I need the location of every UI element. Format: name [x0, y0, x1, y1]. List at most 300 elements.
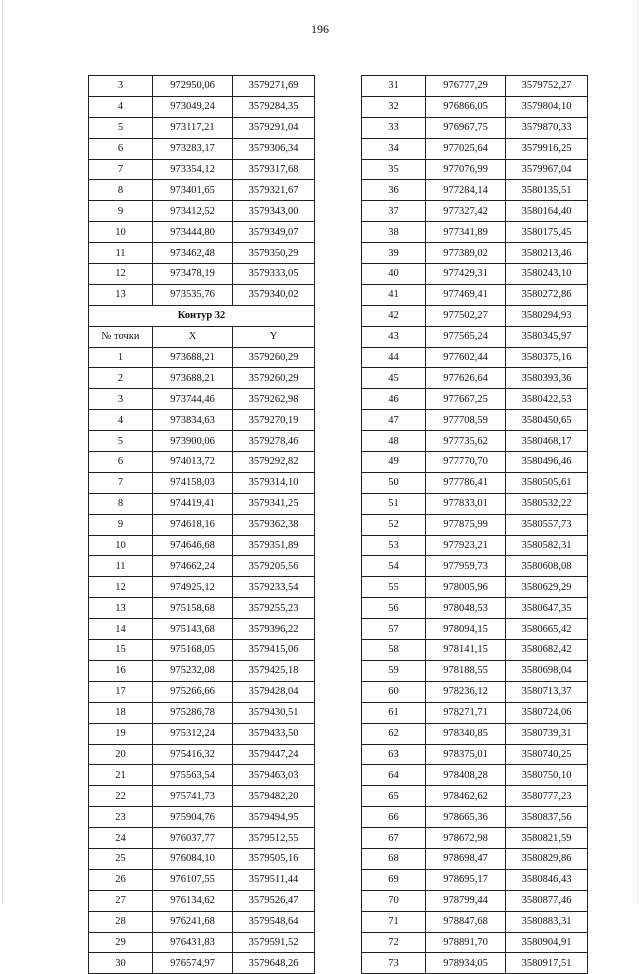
y-coordinate-cell: 3579306,34: [233, 138, 315, 159]
table-row: [89, 201, 315, 222]
point-number-cell: 40: [362, 264, 426, 285]
table-row: [89, 702, 315, 723]
point-number-cell: 29: [89, 932, 153, 953]
table-row: [362, 911, 588, 932]
table-row: [362, 201, 588, 222]
y-coordinate-cell: 3579548,64: [233, 911, 315, 932]
point-number-cell: 3: [89, 389, 153, 410]
table-row: [362, 828, 588, 849]
y-coordinate-cell: 3580496,46: [506, 452, 588, 473]
table-row: [89, 848, 315, 869]
y-coordinate-cell: 3579648,26: [233, 953, 315, 974]
point-number-cell: 2: [89, 368, 153, 389]
point-number-cell: 26: [89, 869, 153, 890]
x-coordinate-cell: 978236,12: [426, 681, 506, 702]
y-coordinate-cell: 3579752,27: [506, 76, 588, 97]
table-row: [362, 702, 588, 723]
x-coordinate-cell: 976777,29: [426, 76, 506, 97]
x-coordinate-cell: 977786,41: [426, 472, 506, 493]
y-coordinate-cell: 3580345,97: [506, 326, 588, 347]
y-coordinate-cell: 3579349,07: [233, 222, 315, 243]
table-row: [362, 180, 588, 201]
table-row: [362, 305, 588, 326]
y-coordinate-cell: 3579205,56: [233, 556, 315, 577]
point-number-cell: 53: [362, 535, 426, 556]
table-row: [362, 368, 588, 389]
point-number-cell: 10: [89, 535, 153, 556]
x-coordinate-cell: 977025,64: [426, 138, 506, 159]
table-row: [89, 159, 315, 180]
y-coordinate-cell: 3580904,91: [506, 932, 588, 953]
x-coordinate-cell: 973412,52: [153, 201, 233, 222]
table-row: [362, 577, 588, 598]
x-coordinate-cell: 977735,62: [426, 431, 506, 452]
point-number-cell: 73: [362, 953, 426, 974]
x-coordinate-cell: 975416,32: [153, 744, 233, 765]
point-number-cell: 8: [89, 493, 153, 514]
table-row: [89, 681, 315, 702]
x-coordinate-cell: 977389,02: [426, 243, 506, 264]
x-coordinate-cell: 977565,24: [426, 326, 506, 347]
point-number-cell: 19: [89, 723, 153, 744]
x-coordinate-cell: 978005,96: [426, 577, 506, 598]
y-coordinate-cell: 3580740,25: [506, 744, 588, 765]
x-coordinate-cell: 973401,65: [153, 180, 233, 201]
point-number-cell: 24: [89, 828, 153, 849]
x-coordinate-cell: 978672,98: [426, 828, 506, 849]
y-coordinate-cell: 3579278,46: [233, 431, 315, 452]
y-coordinate-cell: 3579362,38: [233, 514, 315, 535]
x-coordinate-cell: 975168,05: [153, 640, 233, 661]
point-number-cell: 22: [89, 786, 153, 807]
x-coordinate-cell: 978462,62: [426, 786, 506, 807]
x-coordinate-cell: 978891,70: [426, 932, 506, 953]
contour-title: Контур 32: [89, 305, 315, 326]
table-row: [89, 807, 315, 828]
x-coordinate-cell: 975143,68: [153, 619, 233, 640]
point-number-cell: 52: [362, 514, 426, 535]
point-number-cell: 17: [89, 681, 153, 702]
y-coordinate-cell: 3579463,03: [233, 765, 315, 786]
table-row: [362, 243, 588, 264]
point-number-cell: 33: [362, 117, 426, 138]
table-row: [89, 410, 315, 431]
point-number-cell: 23: [89, 807, 153, 828]
y-coordinate-cell: 3580164,40: [506, 201, 588, 222]
table-row: [89, 431, 315, 452]
y-coordinate-cell: 3579591,52: [233, 932, 315, 953]
x-coordinate-cell: 978799,44: [426, 890, 506, 911]
x-coordinate-cell: 975741,73: [153, 786, 233, 807]
x-coordinate-cell: 976241,68: [153, 911, 233, 932]
table-row: [89, 222, 315, 243]
y-coordinate-cell: 3579350,29: [233, 243, 315, 264]
table-row: [362, 932, 588, 953]
y-coordinate-cell: 3579262,98: [233, 389, 315, 410]
point-number-cell: 30: [89, 953, 153, 974]
y-coordinate-cell: 3580468,17: [506, 431, 588, 452]
table-row: [362, 953, 588, 974]
point-number-cell: 64: [362, 765, 426, 786]
table-row: [362, 744, 588, 765]
point-number-cell: 36: [362, 180, 426, 201]
point-number-cell: 70: [362, 890, 426, 911]
point-number-cell: 27: [89, 890, 153, 911]
point-number-cell: 71: [362, 911, 426, 932]
point-number-cell: 20: [89, 744, 153, 765]
y-coordinate-cell: 3579505,16: [233, 848, 315, 869]
table-row: [362, 890, 588, 911]
y-coordinate-cell: 3579482,20: [233, 786, 315, 807]
y-coordinate-cell: 3579271,69: [233, 76, 315, 97]
table-row: [89, 96, 315, 117]
point-number-cell: 47: [362, 410, 426, 431]
y-coordinate-cell: 3579870,33: [506, 117, 588, 138]
x-coordinate-cell: 973688,21: [153, 368, 233, 389]
y-coordinate-cell: 3580713,37: [506, 681, 588, 702]
point-number-cell: 35: [362, 159, 426, 180]
point-number-cell: 12: [89, 577, 153, 598]
x-coordinate-cell: 973535,76: [153, 284, 233, 305]
point-number-cell: 58: [362, 640, 426, 661]
y-coordinate-cell: 3579916,25: [506, 138, 588, 159]
point-number-cell: 67: [362, 828, 426, 849]
y-coordinate-cell: 3579255,23: [233, 598, 315, 619]
y-coordinate-cell: 3580422,53: [506, 389, 588, 410]
point-number-cell: 6: [89, 138, 153, 159]
point-number-cell: 18: [89, 702, 153, 723]
point-number-cell: 38: [362, 222, 426, 243]
x-coordinate-cell: 976967,75: [426, 117, 506, 138]
table-row: [89, 264, 315, 285]
x-coordinate-cell: 975286,78: [153, 702, 233, 723]
point-number-cell: 16: [89, 660, 153, 681]
point-number-cell: 1: [89, 347, 153, 368]
table-row: [89, 514, 315, 535]
table-row: [362, 807, 588, 828]
x-coordinate-cell: 978698,47: [426, 848, 506, 869]
point-number-cell: 50: [362, 472, 426, 493]
x-coordinate-cell: 973049,24: [153, 96, 233, 117]
table-row: [89, 452, 315, 473]
coordinates-table-left: [88, 75, 315, 974]
x-coordinate-cell: 977284,14: [426, 180, 506, 201]
x-coordinate-cell: 978340,85: [426, 723, 506, 744]
point-number-cell: 72: [362, 932, 426, 953]
table-row: [362, 347, 588, 368]
x-coordinate-cell: 976107,55: [153, 869, 233, 890]
x-coordinate-cell: 978408,28: [426, 765, 506, 786]
y-coordinate-cell: 3580837,56: [506, 807, 588, 828]
y-coordinate-cell: 3580582,31: [506, 535, 588, 556]
y-coordinate-cell: 3579512,55: [233, 828, 315, 849]
y-coordinate-cell: 3580135,51: [506, 180, 588, 201]
point-number-cell: 68: [362, 848, 426, 869]
point-number-cell: 59: [362, 660, 426, 681]
point-number-cell: 21: [89, 765, 153, 786]
y-coordinate-cell: 3579447,24: [233, 744, 315, 765]
y-coordinate-cell: 3579260,29: [233, 368, 315, 389]
y-coordinate-cell: 3580450,65: [506, 410, 588, 431]
y-coordinate-cell: 3580829,86: [506, 848, 588, 869]
y-coordinate-cell: 3579321,67: [233, 180, 315, 201]
x-coordinate-cell: 972950,06: [153, 76, 233, 97]
table-row: [362, 493, 588, 514]
y-coordinate-cell: 3579511,44: [233, 869, 315, 890]
x-coordinate-cell: 977626,64: [426, 368, 506, 389]
table-row: [362, 514, 588, 535]
table-row: [89, 347, 315, 368]
point-number-cell: 62: [362, 723, 426, 744]
y-coordinate-cell: 3580665,42: [506, 619, 588, 640]
x-coordinate-cell: 973900,06: [153, 431, 233, 452]
point-number-cell: 13: [89, 598, 153, 619]
point-number-cell: 9: [89, 514, 153, 535]
y-coordinate-cell: 3579967,04: [506, 159, 588, 180]
table-row: [362, 117, 588, 138]
y-coordinate-cell: 3579292,82: [233, 452, 315, 473]
contour-title-row: [89, 305, 315, 326]
y-coordinate-cell: 3579333,05: [233, 264, 315, 285]
x-coordinate-cell: 977667,25: [426, 389, 506, 410]
point-number-cell: 56: [362, 598, 426, 619]
y-coordinate-cell: 3580608,08: [506, 556, 588, 577]
y-coordinate-cell: 3579396,22: [233, 619, 315, 640]
point-number-cell: 28: [89, 911, 153, 932]
x-coordinate-cell: 978048,53: [426, 598, 506, 619]
page-number: 196: [311, 22, 329, 36]
x-coordinate-cell: 974618,16: [153, 514, 233, 535]
table-row: [89, 493, 315, 514]
y-coordinate-cell: 3580629,29: [506, 577, 588, 598]
y-coordinate-cell: 3579284,35: [233, 96, 315, 117]
y-coordinate-cell: 3579526,47: [233, 890, 315, 911]
table-row: [362, 284, 588, 305]
x-coordinate-cell: 973462,48: [153, 243, 233, 264]
table-row: [362, 159, 588, 180]
point-number-cell: 49: [362, 452, 426, 473]
table-row: [89, 911, 315, 932]
y-coordinate-cell: 3579425,18: [233, 660, 315, 681]
table-row: [362, 619, 588, 640]
y-coordinate-cell: 3580175,45: [506, 222, 588, 243]
point-number-cell: 63: [362, 744, 426, 765]
x-coordinate-cell: 975232,08: [153, 660, 233, 681]
table-row: [362, 76, 588, 97]
y-coordinate-cell: 3579428,04: [233, 681, 315, 702]
point-number-cell: 5: [89, 117, 153, 138]
table-row: [362, 222, 588, 243]
y-coordinate-cell: 3580393,36: [506, 368, 588, 389]
table-row: [89, 932, 315, 953]
y-coordinate-cell: 3580724,06: [506, 702, 588, 723]
table-row: [362, 472, 588, 493]
table-row: [89, 117, 315, 138]
table-row: [89, 535, 315, 556]
x-coordinate-cell: 978141,15: [426, 640, 506, 661]
table-row: [89, 284, 315, 305]
table-row: [362, 786, 588, 807]
table-row: [362, 869, 588, 890]
x-coordinate-cell: 977959,73: [426, 556, 506, 577]
table-row: [362, 410, 588, 431]
point-number-cell: 5: [89, 431, 153, 452]
point-number-cell: 43: [362, 326, 426, 347]
point-number-cell: 51: [362, 493, 426, 514]
coordinates-table-right: [361, 75, 588, 974]
table-row: [362, 723, 588, 744]
y-coordinate-cell: 3579351,89: [233, 535, 315, 556]
x-coordinate-cell: 975904,76: [153, 807, 233, 828]
point-number-cell: 11: [89, 556, 153, 577]
y-coordinate-cell: 3580557,73: [506, 514, 588, 535]
y-coordinate-cell: 3579317,68: [233, 159, 315, 180]
x-coordinate-cell: 978188,55: [426, 660, 506, 681]
x-coordinate-cell: 976431,83: [153, 932, 233, 953]
table-row: [89, 556, 315, 577]
point-number-cell: 8: [89, 180, 153, 201]
y-coordinate-cell: 3579340,02: [233, 284, 315, 305]
table-row: [89, 619, 315, 640]
point-number-cell: 10: [89, 222, 153, 243]
point-number-cell: 61: [362, 702, 426, 723]
point-number-cell: 4: [89, 96, 153, 117]
point-number-cell: 41: [362, 284, 426, 305]
x-coordinate-cell: 974013,72: [153, 452, 233, 473]
table-row: [89, 389, 315, 410]
y-coordinate-cell: 3580272,86: [506, 284, 588, 305]
point-number-cell: 15: [89, 640, 153, 661]
x-coordinate-cell: 974646,68: [153, 535, 233, 556]
y-coordinate-cell: 3579233,54: [233, 577, 315, 598]
table-row: [362, 535, 588, 556]
x-coordinate-cell: 978695,17: [426, 869, 506, 890]
x-coordinate-cell: 977770,70: [426, 452, 506, 473]
y-coordinate-cell: 3580294,93: [506, 305, 588, 326]
point-number-cell: 13: [89, 284, 153, 305]
y-coordinate-cell: 3579433,50: [233, 723, 315, 744]
y-coordinate-cell: 3579270,19: [233, 410, 315, 431]
table-row: [362, 431, 588, 452]
y-coordinate-cell: 3580243,10: [506, 264, 588, 285]
y-coordinate-cell: 3579430,51: [233, 702, 315, 723]
table-row: [362, 660, 588, 681]
point-number-cell: 46: [362, 389, 426, 410]
point-number-cell: 54: [362, 556, 426, 577]
table-row: [362, 598, 588, 619]
table-row: [89, 869, 315, 890]
point-number-cell: 14: [89, 619, 153, 640]
y-coordinate-cell: 3579260,29: [233, 347, 315, 368]
point-number-cell: 12: [89, 264, 153, 285]
x-coordinate-cell: 975158,68: [153, 598, 233, 619]
table-row: [89, 744, 315, 765]
point-number-cell: 65: [362, 786, 426, 807]
x-coordinate-cell: 973834,63: [153, 410, 233, 431]
y-coordinate-cell: 3580375,16: [506, 347, 588, 368]
table-row: [362, 681, 588, 702]
table-row: [89, 598, 315, 619]
y-coordinate-cell: 3580647,35: [506, 598, 588, 619]
point-number-cell: 32: [362, 96, 426, 117]
y-coordinate-cell: 3579314,10: [233, 472, 315, 493]
table-row: [362, 96, 588, 117]
x-coordinate-cell: 976084,10: [153, 848, 233, 869]
scan-edge-right: [637, 0, 638, 905]
point-number-cell: 6: [89, 452, 153, 473]
table-row: [89, 76, 315, 97]
x-coordinate-cell: 973283,17: [153, 138, 233, 159]
scan-edge-left: [2, 0, 3, 905]
x-coordinate-cell: 973444,80: [153, 222, 233, 243]
point-number-cell: 69: [362, 869, 426, 890]
y-coordinate-cell: 3580877,46: [506, 890, 588, 911]
x-coordinate-cell: 978271,71: [426, 702, 506, 723]
table-row: [89, 472, 315, 493]
point-number-cell: 39: [362, 243, 426, 264]
x-coordinate-cell: 978665,36: [426, 807, 506, 828]
table-row: [89, 640, 315, 661]
point-number-cell: 7: [89, 159, 153, 180]
point-number-cell: 60: [362, 681, 426, 702]
point-number-cell: 9: [89, 201, 153, 222]
y-coordinate-cell: 3580505,61: [506, 472, 588, 493]
x-coordinate-cell: 977923,21: [426, 535, 506, 556]
table-row: [89, 786, 315, 807]
y-coordinate-cell: 3580846,43: [506, 869, 588, 890]
x-coordinate-cell: 975266,66: [153, 681, 233, 702]
y-coordinate-cell: 3580821,59: [506, 828, 588, 849]
point-number-cell: 44: [362, 347, 426, 368]
x-coordinate-cell: 978934,05: [426, 953, 506, 974]
y-coordinate-cell: 3580698,04: [506, 660, 588, 681]
x-coordinate-cell: 973354,12: [153, 159, 233, 180]
y-coordinate-cell: 3579415,06: [233, 640, 315, 661]
x-coordinate-cell: 973478,19: [153, 264, 233, 285]
point-number-cell: 25: [89, 848, 153, 869]
x-coordinate-cell: 977602,44: [426, 347, 506, 368]
header-point-number: № точки: [89, 326, 153, 347]
y-coordinate-cell: 3579804,10: [506, 96, 588, 117]
x-coordinate-cell: 975312,24: [153, 723, 233, 744]
point-number-cell: 42: [362, 305, 426, 326]
x-coordinate-cell: 977875,99: [426, 514, 506, 535]
x-coordinate-cell: 977076,99: [426, 159, 506, 180]
y-coordinate-cell: 3579291,04: [233, 117, 315, 138]
x-coordinate-cell: 977502,27: [426, 305, 506, 326]
table-row: [89, 890, 315, 911]
x-coordinate-cell: 976134,62: [153, 890, 233, 911]
y-coordinate-cell: 3579343,00: [233, 201, 315, 222]
x-coordinate-cell: 978375,01: [426, 744, 506, 765]
table-row: [362, 452, 588, 473]
point-number-cell: 37: [362, 201, 426, 222]
table-row: [89, 765, 315, 786]
y-coordinate-cell: 3580917,51: [506, 953, 588, 974]
point-number-cell: 3: [89, 76, 153, 97]
x-coordinate-cell: 973688,21: [153, 347, 233, 368]
y-coordinate-cell: 3580777,23: [506, 786, 588, 807]
y-coordinate-cell: 3579341,25: [233, 493, 315, 514]
table-row: [89, 723, 315, 744]
x-coordinate-cell: 978847,68: [426, 911, 506, 932]
point-number-cell: 45: [362, 368, 426, 389]
point-number-cell: 7: [89, 472, 153, 493]
x-coordinate-cell: 978094,15: [426, 619, 506, 640]
table-row: [362, 556, 588, 577]
table-row: [362, 326, 588, 347]
table-row: [89, 180, 315, 201]
